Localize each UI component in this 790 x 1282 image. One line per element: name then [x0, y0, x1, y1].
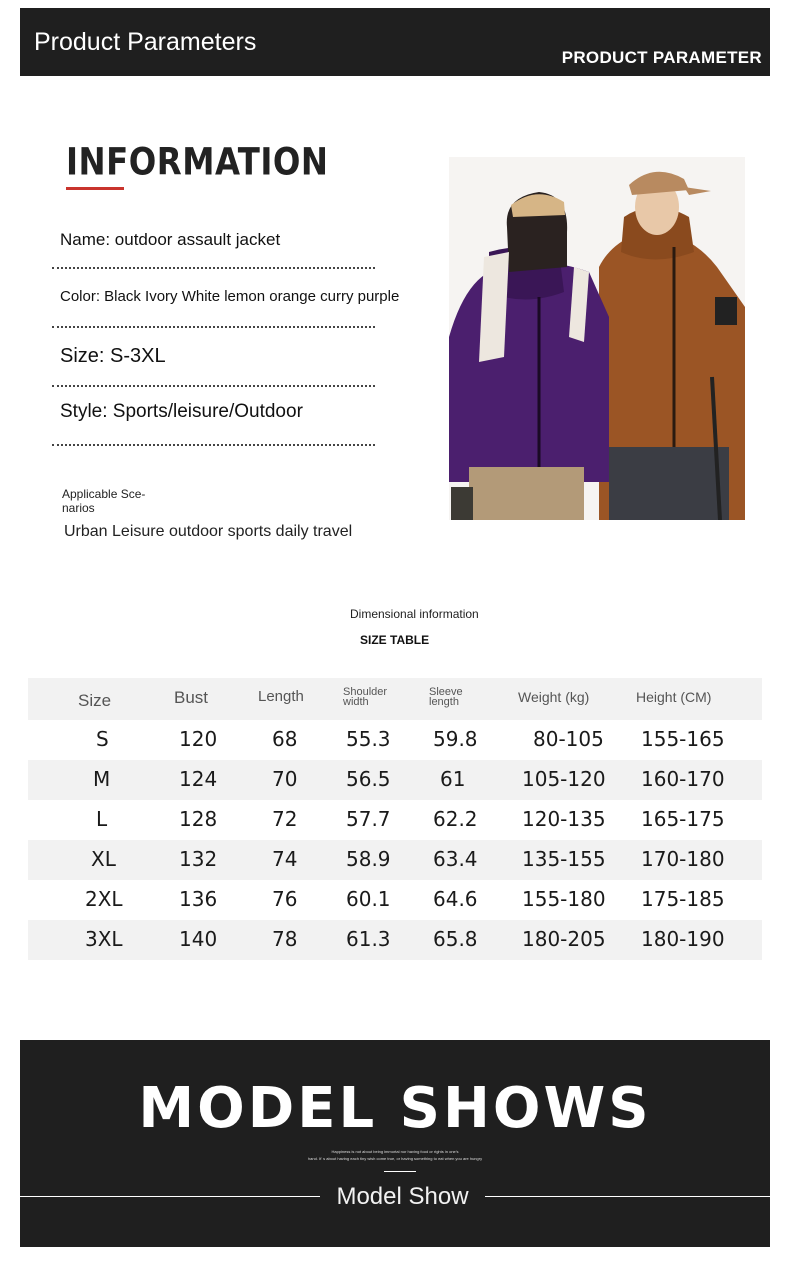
dimensional-info-label: Dimensional information — [350, 607, 479, 621]
cell-length: 76 — [272, 887, 298, 911]
scenarios-value: Urban Leisure outdoor sports daily travel — [64, 523, 353, 540]
cell-shoulder: 56.5 — [346, 767, 391, 791]
cell-length: 70 — [272, 767, 298, 791]
header-sleeve-length: Sleeve length — [429, 686, 463, 708]
short-divider — [384, 1171, 416, 1172]
cell-height: 180-190 — [641, 927, 725, 951]
cell-sleeve: 65.8 — [433, 927, 478, 951]
cell-bust: 120 — [179, 727, 218, 751]
scenarios-label: Applicable Sce-narios — [62, 487, 146, 515]
model-shows-tagline: hand. It' s about having each tiny wish come true, or having something to eat when you are hungry — [307, 1156, 483, 1161]
cell-shoulder: 60.1 — [346, 887, 391, 911]
header-length: Length — [258, 688, 304, 705]
model-show-subtitle: Model Show — [336, 1183, 469, 1210]
cell-shoulder: 61.3 — [346, 927, 391, 951]
cell-length: 78 — [272, 927, 298, 951]
information-heading: INFORMATION — [66, 140, 329, 185]
divider-left — [20, 1196, 320, 1197]
color-field — [52, 280, 400, 328]
cell-weight: 105-120 — [522, 767, 606, 791]
cell-size: 2XL — [85, 887, 123, 911]
cell-height: 175-185 — [641, 887, 725, 911]
cell-bust: 136 — [179, 887, 218, 911]
cell-bust: 128 — [179, 807, 218, 831]
size-field — [52, 338, 375, 387]
cell-bust: 124 — [179, 767, 218, 791]
divider-right — [485, 1196, 770, 1197]
header-banner — [20, 8, 770, 76]
name-text: Name: outdoor assault jacket — [60, 230, 281, 249]
cell-size: S — [96, 727, 109, 751]
header-weight: Weight (kg) — [518, 689, 590, 705]
cell-size: XL — [91, 847, 116, 871]
cell-length: 72 — [272, 807, 298, 831]
name-field — [52, 220, 375, 269]
cell-weight: 155-180 — [522, 887, 606, 911]
table-row — [28, 840, 762, 880]
size-table-label: SIZE TABLE — [360, 633, 430, 647]
cell-sleeve: 59.8 — [433, 727, 478, 751]
heading-underline — [66, 187, 124, 190]
cell-weight: 120-135 — [522, 807, 606, 831]
table-row — [28, 880, 762, 920]
models-illustration — [449, 157, 745, 520]
cell-sleeve: 64.6 — [433, 887, 478, 911]
cell-height: 155-165 — [641, 727, 725, 751]
cell-height: 170-180 — [641, 847, 725, 871]
model-shows-title: MODEL SHOWS — [138, 1076, 652, 1141]
header-bust: Bust — [174, 688, 209, 707]
cell-length: 68 — [272, 727, 298, 751]
cell-weight: 135-155 — [522, 847, 606, 871]
table-row — [28, 920, 762, 960]
color-text: Color: Black Ivory White lemon orange curry purple — [60, 288, 400, 305]
cell-shoulder: 57.7 — [346, 807, 391, 831]
header-size: Size — [78, 691, 112, 710]
table-header — [28, 678, 762, 720]
header-subtitle: PRODUCT PARAMETER — [561, 48, 762, 67]
model-shows-banner — [20, 1040, 770, 1247]
cell-sleeve: 61 — [440, 767, 466, 791]
cell-size: L — [96, 807, 108, 831]
size-table — [28, 678, 762, 960]
cell-size: 3XL — [85, 927, 123, 951]
cell-sleeve: 63.4 — [433, 847, 478, 871]
product-photo — [449, 157, 745, 520]
size-text: Size: S-3XL — [60, 345, 166, 367]
style-field — [52, 396, 375, 446]
table-row — [28, 720, 762, 760]
cell-bust: 132 — [179, 847, 218, 871]
cell-weight: 180-205 — [522, 927, 606, 951]
cell-shoulder: 55.3 — [346, 727, 391, 751]
header-shoulder-width: Shoulder width — [343, 686, 388, 708]
cell-length: 74 — [272, 847, 298, 871]
cell-shoulder: 58.9 — [346, 847, 391, 871]
style-text: Style: Sports/leisure/Outdoor — [60, 401, 303, 422]
cell-height: 165-175 — [641, 807, 725, 831]
cell-weight: 80-105 — [533, 727, 604, 751]
cell-size: M — [93, 767, 111, 791]
model-shows-tagline: Happiness is not about being immortal nor having food or rights in one's — [331, 1149, 459, 1154]
cell-height: 160-170 — [641, 767, 725, 791]
header-title: Product Parameters — [34, 28, 257, 56]
header-height: Height (CM) — [636, 689, 712, 705]
cell-sleeve: 62.2 — [433, 807, 478, 831]
table-row — [28, 800, 762, 840]
table-row — [28, 760, 762, 800]
cell-bust: 140 — [179, 927, 218, 951]
